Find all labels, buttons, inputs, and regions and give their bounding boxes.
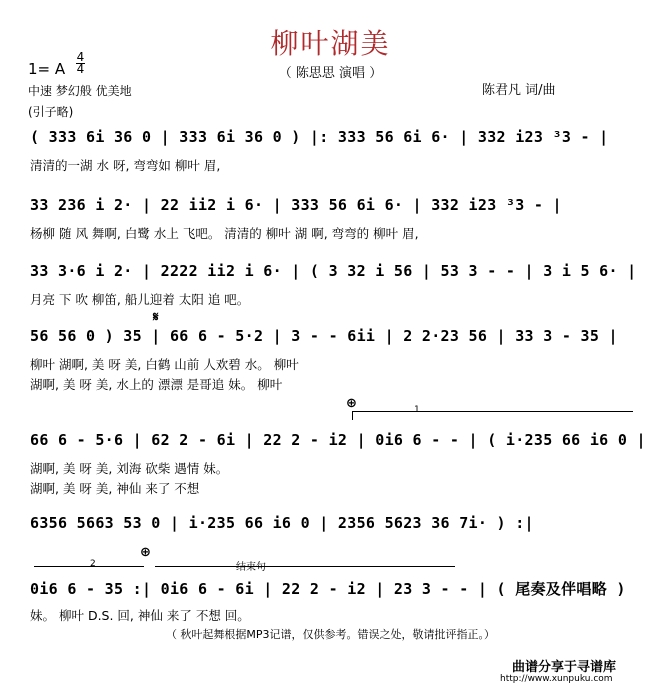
volta-2-label: 2 [90, 559, 96, 569]
notation-row-7: 0i6 6 - 35 :| 0i6 6 - 6i | 22 2 - i2 | 23 3 - - | ( 尾奏及伴唱略 ) [30, 580, 626, 598]
coda-sign-2: ⊕ [140, 545, 151, 560]
time-signature [76, 52, 85, 75]
lyric-row-2: 杨柳 随 风 舞啊, 白鹭 水上 飞吧。 清清的 柳叶 湖 啊, 弯弯的 柳叶 眉, [30, 226, 419, 241]
volta-2-bracket [34, 566, 144, 575]
notation-row-2: 33 236 i 2· | 22 ii2 i 6· | 333 56 6i 6· | 332 i23 ³3 - | [30, 196, 562, 214]
notation-row-3: 33 3·6 i 2· | 2222 ii2 i 6· | ( 3 32 i 56 | 53 3 - - | 3 i 5 6· | [30, 262, 637, 280]
ending-label: 结束句 [236, 562, 266, 573]
notation-row-4: 56 56 0 ) 35 | 66 6 - 5·2 | 3 - - 6ii | 2 2·23 56 | 33 3 - 35 | [30, 327, 618, 345]
volta-1-bracket [352, 411, 633, 420]
lyric-row-4-verse-2: 湖啊, 美 呀 美, 水上的 漂漂 是哥追 妹。 柳叶 [30, 377, 283, 392]
segno-sign: 𝄋 [153, 310, 159, 325]
watermark-url: http://www.xunpuku.com [500, 674, 613, 684]
ending-bracket [155, 566, 455, 575]
meter-bottom: 4 [76, 62, 85, 76]
key-signature: 1= A [28, 60, 66, 78]
author-credit: 陈君凡 词/曲 [482, 83, 556, 98]
notation-row-1: ( 333 6i 36 0 | 333 6i 36 0 ) |: 333 56 6i 6· | 332 i23 ³3 - | [30, 128, 609, 146]
lyric-row-4-verse-1: 柳叶 湖啊, 美 呀 美, 白鹤 山前 人欢碧 水。 柳叶 [30, 357, 299, 372]
lyric-row-5-verse-1: 湖啊, 美 呀 美, 刘海 砍柴 遇情 妹。 [30, 461, 229, 476]
volta-1-label: 1 [414, 405, 420, 415]
transcriber-footnote: （ 秋叶起舞根据MP3记谱，仅供参考。错误之处，敬请批评指正。） [165, 628, 496, 641]
notation-row-5: 66 6 - 5·6 | 62 2 - 6i | 22 2 - i2 | 0i6 6 - - | ( i·235 66 i6 0 | [30, 431, 646, 449]
meter-top: 4 [76, 50, 85, 64]
lyric-row-3: 月亮 下 吹 柳笛, 船儿迎着 太阳 追 吧。 [30, 292, 250, 307]
song-title: 柳叶湖美 [270, 27, 391, 60]
intro-note: (引子略) [28, 105, 74, 119]
watermark-site-name: 曲谱分享于寻谱库 [512, 660, 617, 675]
notation-row-6: 6356 5663 53 0 | i·235 66 i6 0 | 2356 5623 36 7i· ) :| [30, 514, 534, 532]
lyric-row-1: 清清的一湖 水 呀, 弯弯如 柳叶 眉, [30, 158, 221, 173]
lyric-row-7: 妹。 柳叶 D.S. 回, 神仙 来了 不想 回。 [30, 608, 250, 623]
coda-sign-1: ⊕ [346, 396, 357, 411]
singer-credit: （ 陈思思 演唱 ） [278, 66, 383, 81]
tempo-marking: 中速 梦幻般 优美地 [28, 84, 132, 98]
lyric-row-5-verse-2: 湖啊, 美 呀 美, 神仙 来了 不想 [30, 481, 200, 496]
